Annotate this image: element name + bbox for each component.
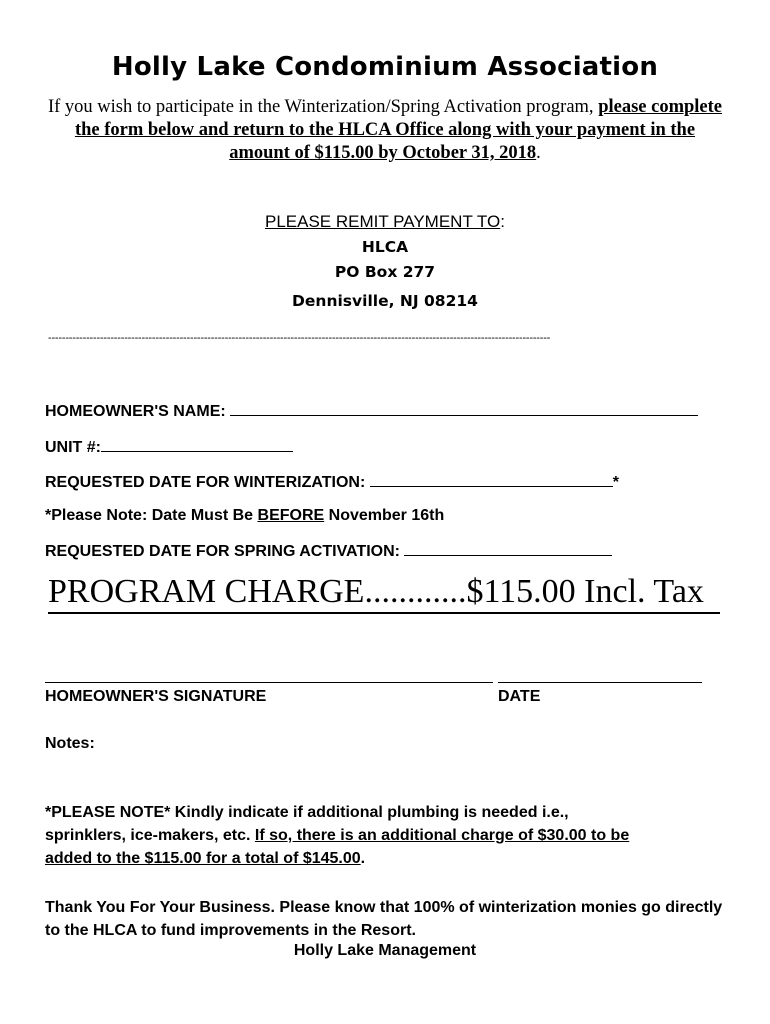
date-field[interactable] — [498, 682, 702, 683]
homeowner-name-field[interactable] — [230, 401, 698, 416]
plumbing-note-text: *PLEASE NOTE* Kindly indicate if additional plumbing is needed i.e., sprinklers, ice-makers, etc. — [45, 804, 569, 844]
signature-field[interactable] — [45, 682, 493, 683]
note-prefix: *Please Note: Date Must Be — [45, 507, 258, 524]
remit-heading — [0, 212, 770, 232]
winterization-required-mark: * — [612, 474, 619, 491]
winterization-date-label: REQUESTED DATE FOR WINTERIZATION: — [45, 474, 366, 491]
program-charge: PROGRAM CHARGE............$115.00 Incl. Tax — [48, 572, 720, 614]
unit-label: UNIT #: — [45, 439, 101, 456]
plumbing-note-end: . — [360, 850, 366, 867]
remit-line-hlca: HLCA — [361, 238, 409, 256]
spring-activation-field[interactable] — [404, 541, 612, 556]
plumbing-note — [45, 801, 635, 870]
remit-line-pobox: PO Box 277 — [334, 263, 436, 281]
winterization-date-field[interactable] — [370, 472, 613, 487]
homeowner-name-row — [45, 401, 698, 421]
remit-heading-colon: : — [500, 212, 505, 231]
intro-paragraph — [45, 96, 725, 165]
intro-deadline-text: please complete the form below and return to the HLCA Office along with your payment in the amount of $115.00 by October 31, 2018 — [74, 97, 722, 163]
note-suffix: November 16th — [324, 507, 445, 524]
note-emphasis: BEFORE — [257, 507, 325, 524]
page-title: Holly Lake Condominium Association — [111, 52, 659, 82]
spring-activation-row — [45, 541, 612, 561]
winterization-note — [45, 507, 444, 525]
intro-text: If you wish to participate in the Winterization/Spring Activation program, — [47, 97, 599, 117]
remit-line-city: Dennisville, NJ 08214 — [292, 292, 478, 310]
notes-label: Notes: — [45, 735, 95, 752]
winterization-date-row — [45, 472, 619, 492]
homeowner-name-label: HOMEOWNER'S NAME: — [45, 403, 226, 420]
thank-you-paragraph: Thank You For Your Business. Please know that 100% of winterization monies go directly to the HLCA to fund improvements in the Resort. — [45, 899, 723, 939]
intro-end: . — [536, 143, 541, 163]
plumbing-note-charge: If so, there is an additional charge of $30.00 to be added to the $115.00 for a total of $145.00 — [45, 827, 630, 867]
unit-field[interactable] — [101, 437, 293, 452]
date-label: DATE — [498, 688, 541, 705]
signature-label: HOMEOWNER'S SIGNATURE — [45, 688, 267, 705]
spring-activation-label: REQUESTED DATE FOR SPRING ACTIVATION: — [45, 543, 400, 560]
remit-heading-text: PLEASE REMIT PAYMENT TO — [265, 212, 501, 231]
cut-line-separator: ------------------------------------------------------------------------------------------------------------------------------------------------- — [48, 332, 551, 344]
unit-row — [45, 437, 293, 457]
signoff: Holly Lake Management — [293, 942, 477, 959]
